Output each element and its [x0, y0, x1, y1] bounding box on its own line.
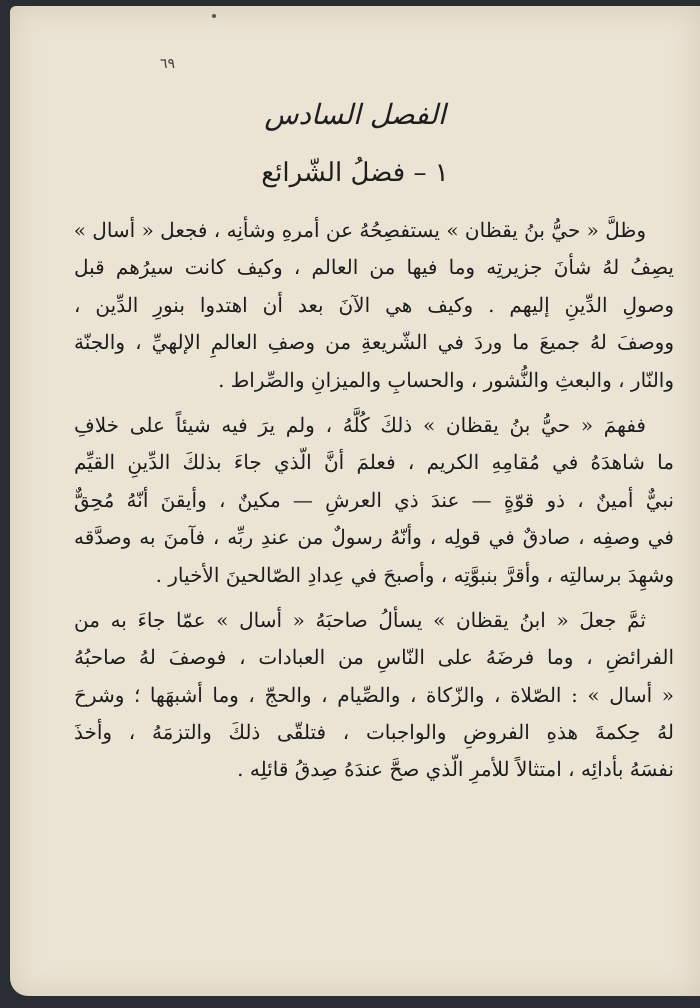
text-line: نفسَهُ بأدائِه ، امتثالاً للأمرِ الّذي صحَّ عندَهُ صِدقُ قائلِه . [237, 757, 674, 782]
text-line: وشهِدَ برسالتِه ، وأقرَّ بنبوَّتِه ، وأصبحَ في عِدادِ الصّالحينَ الأخيار . [155, 562, 674, 587]
book-page [10, 6, 700, 996]
ink-speck [212, 14, 216, 18]
paragraph-2 [74, 407, 674, 594]
section-heading: ١ – فضلُ الشّرائع [261, 158, 449, 188]
text-line: « أسال » : الصّلاة ، والزّكاة ، والصِّيام ، والحجّ ، وما أشبهَها ؛ وشرحَ [74, 682, 674, 707]
text-line: ففهمَ « حيُّ بنُ يقظان » ذلكَ كُلَّهُ ، ولم يرَ فيه شيئاً على خلافِ [74, 412, 646, 437]
text-line: ثمَّ جعلَ « ابنُ يقظان » يسألُ صاحبَهُ « أسال » عمّا جاءَ به من [74, 607, 646, 632]
text-line: وصولِ الدِّينِ إليهم . وكيف هي الآنَ بعد أن اهتدوا بنورِ الدِّين ، [74, 292, 674, 317]
text-line: ووصفَ لهُ جميعَ ما وردَ في الشّريعةِ من وصفِ العالمِ الإلهيِّ ، والجنّة [74, 330, 674, 355]
body-text [74, 212, 674, 789]
text-line: ما شاهدَهُ في مُقامِهِ الكريم ، فعلمَ أنَّ الّذي جاءَ بذلكَ الدِّينِ القيِّم [74, 450, 674, 475]
text-line: في وصفِه ، صادقٌ في قولِه ، وأنّهُ رسولٌ من عندِ ربِّه ، فآمنَ به وصدَّقه [74, 525, 674, 550]
text-line: الفرائضِ ، وما فرضَهُ على النّاسِ من العبادات ، فوصفَ لهُ صاحبُهُ [74, 645, 674, 670]
paragraph-1 [74, 212, 674, 399]
text-line: لهُ حِكمةَ هذهِ الفروضِ والواجبات ، فتلقّى ذلكَ والتزمَهُ ، وأخذَ [74, 720, 674, 745]
text-line: وظلَّ « حيُّ بنُ يقظان » يستفصِحُهُ عن أمرهِ وشأنِه ، فجعل « أسال » [74, 218, 646, 242]
text-line: والنّار ، والبعثِ والنُّشور ، والحسابِ والميزانِ والصِّراط . [218, 367, 674, 392]
page-number: ٦٩ [160, 56, 176, 72]
text-line: نبيٌّ أمينٌ ، ذو قوّةٍ — عندَ ذي العرشِ — مكينٌ ، وأيقنَ أنّهُ مُحِقٌّ [74, 487, 674, 512]
text-line: يصِفُ لهُ شأنَ جزيرتِه وما فيها من العالم ، وكيف كانت سيرُهم قبل [74, 255, 674, 280]
chapter-title: الفصل السادس [264, 98, 446, 131]
paragraph-3 [74, 602, 674, 789]
